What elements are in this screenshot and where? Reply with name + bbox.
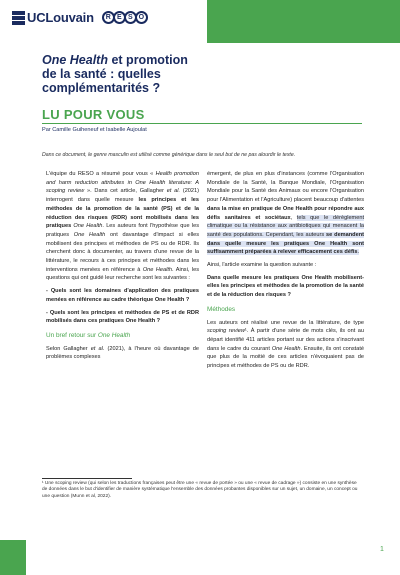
intro-paragraph: L'équipe du RESO a résumé pour vous « Health promotion and harm reduction attributes in One Health literature: A scoping review ». Dans cet article, Gallagher et al. (2021) interrogent dans quelle mesure les principes et les méthodes de la promotion de la santé (PS) et de la réduction des risques (RDR) sont mobilisés dans les pratiques One Health. Les auteurs font l'hypothèse que les pratiques One Health ont davantage d'impact si elles mobilisent des principes et méthodes de PS ou de RDR. Ils cherchent donc à documenter, au travers d'une revue de la littérature, le recours à ces principes et méthodes dans les interventions menées en référence à One Health. Ainsi, les questions qui ont guidé leur recherche sont les suivantes : <box>46 171 200 282</box>
research-question-1: - Quels sont les domaines d'application des pratiques menées en référence au cadre théorique One Health ? <box>46 288 199 303</box>
uclouvain-logo-icon <box>12 11 25 25</box>
subheading-one-health: Un bref retour sur One Health <box>46 331 131 339</box>
document-title: One Health et promotion de la santé : quelles complémentarités ? <box>42 53 188 95</box>
context-paragraph-continued: émergent, de plus en plus d'instances (comme l'Organisation Mondiale de la Santé, la Banque Mondiale, l'Organisation Mondiale pour la Santé des Animaux ou encore l'Organisation pour l'Alimentation et l'Agriculture) placent beaucoup d'attentes dans la mise en pratique de One Health pour répondre aux défis sanitaires et sociétaux, tels que le dérèglement climatique ou la résistance aux antibiotiques qui menacent la santé des populations. Cependant, les auteurs se demandent dans quelle mesure les pratiques One Health sont suffisamment préparées à relever efficacement ces défis. <box>207 171 364 256</box>
section-rubric: LU POUR VOUS <box>42 107 145 122</box>
main-research-question: Dans quelle mesure les pratiques One Health mobilisent-elles les principes et méthodes de la promotion de la santé et de la réduction des risques ? <box>207 274 364 299</box>
left-column <box>46 170 199 366</box>
research-question-2: - Quels sont les principes et méthodes de PS et de RDR mobilisés dans ces pratiques One Health ? <box>46 309 199 325</box>
reso-letter: S <box>124 11 137 24</box>
reso-logo <box>104 11 148 24</box>
authors-line: Par Camille Guiheneuf et Isabelle Aujoulat <box>42 127 147 133</box>
header-green-block <box>207 0 400 43</box>
rubric-divider <box>42 123 362 124</box>
reso-letter: O <box>135 11 148 24</box>
reso-letter: R <box>102 11 115 24</box>
gender-disclaimer: Dans ce document, le genre masculin est utilisé comme générique dans le seul but de ne pas alourdir le texte. <box>42 152 296 158</box>
question-intro: Ainsi, l'article examine la question suivante : <box>207 262 317 269</box>
reso-letter: E <box>113 11 126 24</box>
context-paragraph: Selon Gallagher et al. (2021), à l'heure où davantage de problèmes complexes <box>46 345 199 361</box>
footnote: ¹ Une scoping review (qui selon les traductions françaises peut être une « revue de portée » ou une « revue de cadrage ») consiste en une synthèse de données dans le but d'identifier de manière systématique l'ensemble des données probantes disponibles sur un sujet, un domaine, un concept ou une question (Munn et al, 2022). <box>42 481 358 499</box>
methods-paragraph: Les auteurs ont réalisé une revue de la littérature, de type scoping review¹. À partir d'une série de mots clés, ils ont au départ identifié 411 articles portant sur des actions s'inscrivant dans le cadre du courant One Health. Ensuite, ils ont constaté que plus de la moitié de ces articles n'évoquaient pas de principes et méthodes de PS ou de RDR. <box>207 319 365 370</box>
header-logos <box>12 10 148 25</box>
footer-green-block <box>0 540 26 575</box>
subheading-methods: Méthodes <box>207 305 236 313</box>
right-column <box>207 170 364 375</box>
page-number: 1 <box>380 546 384 553</box>
footnote-divider <box>42 478 132 479</box>
uclouvain-logo-text: UCLouvain <box>27 10 94 25</box>
